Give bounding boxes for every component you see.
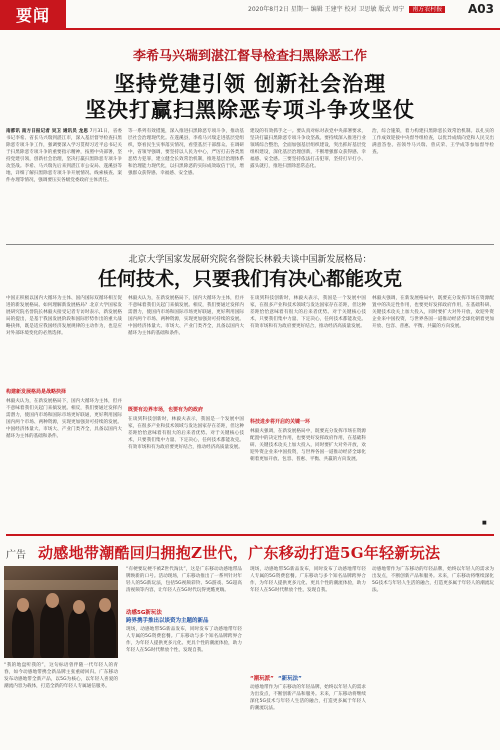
- top-story-col-1: [6, 128, 122, 236]
- top-story-col-1-text: 7月31日，省委书记李希、省长马兴瑞到湛江市，深入基层督导检查扫黑除恶专项斗争工作，强调要深入学习贯彻习近平总书记关于扫黑除恶专项斗争的重要指示精神，按照中央部署，坚持党建引领，创新社会治理，坚决打赢扫黑除恶专项斗争攻坚战。李希、马兴瑞先后来到湛江市公安局、遂溪县等地，详细了解扫黑除恶专项斗争开展情况、线索核查、案件办理等情况，强调要压实各级党委政府主体责任。: [6, 129, 122, 183]
- ad-tag: 广告: [6, 550, 26, 561]
- top-story-col-2: 等一系列有效措施，深入推进扫黑除恶专项斗争，推动基层社会治理现代化。在遂溪县，李希马兴瑞走进基层党组织，察看民生实事落实情况，看望基层干部群众。在调研中，省领导强调，要坚持以人民为中心，严厉打击各类黑恶势力犯罪，建立健全长效常治机制，推进基层治理体系和治理能力现代化，以扫黑除恶的实际成效取信于民，增强群众获得感、幸福感、安全感。: [128, 129, 244, 176]
- event-photo: [4, 566, 118, 658]
- top-story-headline-2: 坚决打赢扫黑除恶专项斗争攻坚仗: [85, 97, 415, 122]
- photo-face: [46, 593, 59, 608]
- photo-person: [68, 608, 90, 658]
- ad-subtitle-red-1: 动感5G新玩法: [126, 610, 162, 616]
- interview-col-1b: 林毅夫认为，在新发展格局下，国内大循环为主体，但并不意味着我们关起门来搞发展。相反，我们要通过发挥内需潜力，使国内市场和国际市场更好联通，更好利用国际国内两个市场、两种资源，实现更加强劲可持续的发展。中国经济体量大、市场大、产业门类齐全，具备以国内大循环为主体的基础和条件。: [6, 399, 122, 439]
- interview-subtitle-2: 既要有边界市场，也要有为的政府: [128, 407, 204, 413]
- interview-headline: 任何技术，只要我们有决心都能攻克: [97, 268, 402, 290]
- interview-col-1: 中国正积极以国内大循环为主体、国内国际双循环相互促进的新发展格局。如何理解新发展格局？北京大学国家发展研究院名誉院长林毅夫接受记者专访时表示，新发展格局的提出，是基于我国发展阶段和国际形势作出的重大战略抉择，既是适应我国经济发展规律的主动作为，也是应对外部环境变化的必然选择。: [6, 296, 122, 336]
- ad-subtitle-blue-1: 跨界携手推出以谈资为主题的新品: [126, 618, 209, 624]
- photo-person: [40, 602, 64, 658]
- photo-person: [12, 606, 34, 658]
- ad-col-3: 现场，动感地带5G新品发布，同时发布了动感地带年轻人专属的5G资费套餐。广东移动与多个知名品牌跨界合作，为年轻人提供更多元化、更具个性的潮流体验，助力年轻人在5G时代释放个性、发现自我。: [250, 567, 366, 593]
- page-number: A03: [468, 2, 494, 16]
- ad-subtitle-red-2: “潮玩派”: [250, 676, 274, 682]
- ad-subtitle-blue-2: “新玩法”: [278, 676, 302, 682]
- interview-col-2: 林毅夫认为，在新发展格局下，国内大循环为主体，但并不意味着我们关起门来搞发展。相反，我们要通过发挥内需潜力，使国内市场和国际市场更好联通，更好利用国际国内两个市场、两种资源，实现更加强劲可持续的发展。中国经济体量大、市场大、产业门类齐全，具备以国内大循环为主体的基础和条件。: [128, 296, 244, 336]
- top-story-headline-1: 坚持党建引领 创新社会治理: [113, 71, 387, 96]
- ad-divider: [6, 534, 494, 536]
- interview-col-3: 在谈到科技创新时，林毅夫表示，我国是一个发展中国家，在很多产业和技术领域与发达国家存在差距，但这种差距恰恰意味着有很大的后来者优势。对于关键核心技术，只要我们集中力量、下定决心，任何技术都能攻克。有效市场和有为政府要更好结合，推动经济高质量发展。: [250, 296, 366, 329]
- interview-subhead: 北京大学国家发展研究院名誉院长林毅夫谈中国新发展格局：: [128, 255, 372, 265]
- top-story-subhead: 李希马兴瑞到湛江督导检查扫黑除恶工作: [132, 49, 367, 64]
- ad-col-4: 动感地带作为广东移动的年轻品牌，始终以年轻人的需求为出发点，不断创新产品和服务。未来，广东移动将继续深化5G技术与年轻人生活的融合，打造更多属于年轻人的潮流玩法。: [372, 567, 494, 593]
- paper-name-badge: 南方农村报: [409, 6, 445, 13]
- top-story-col-3: 建设的有效抓手之一。要认真对标对表党中央部署要求，坚决打赢扫黑除恶专项斗争攻坚战。要持续深入推进行业领域综合整治，全面加强基层组织建设，突出抓好基层党组织建设，深化基层治理创新，不断增强群众获得感、幸福感、安全感。三要坚持依法打击犯罪，坚持打早打小、露头就打，推进扫黑除恶常态化。: [250, 129, 366, 169]
- dateline: 南都讯 南方日报记者 吴卫 通讯员 龙思: [6, 129, 89, 134]
- interview-subtitle-1: 构建新发展格局是战略抉择: [6, 389, 67, 395]
- issue-date-line: 2020年8月2日 星期一 编辑 王建宇 校对 卫思敏 版式 周宁: [248, 6, 405, 13]
- interview-col-3b: 林毅夫强调，在新发展格局中，既要充分发挥市场在资源配置中的决定性作用，也要更好发挥政府作用，在基础科研、关键技术攻关上加大投入，同时要扩大对外开放，欢迎外资企业来中国投资，与世界各国一道推动经济全球化朝着更加开放、包容、普惠、平衡、共赢的方向发展。: [250, 429, 366, 462]
- interview-col-4: 林毅夫强调，在新发展格局中，既要充分发挥市场在资源配置中的决定性作用，也要更好发挥政府作用，在基础科研、关键技术攻关上加大投入，同时要扩大对外开放，欢迎外资企业来中国投资，与世界各国一道推动经济全球化朝着更加开放、包容、普惠、平衡、共赢的方向发展。: [372, 296, 494, 329]
- section-divider: [6, 244, 494, 245]
- ad-col-1: “我的地盘听我的”，这句标语曾伴随一代年轻人的青春，如今动感地带携全新品牌主张重磅回归。广东移动发布动感地带全新产品，以5G为核心，以年轻人喜爱的潮流内容为载体，打造全新的年轻人专属通信服务。: [4, 663, 118, 689]
- stage-light: [4, 580, 118, 590]
- photo-face: [99, 598, 111, 612]
- top-story-col-4: 治，综合施策，着力构建扫黑除恶长效常治机制。以扎实的工作成效迎接中央督导组检查，以优异成绩向党和人民交出满意答卷。省领导马兴瑞、曾庆荣、王学成等参加督导检查。: [372, 129, 494, 155]
- ad-col-3b: 动感地带作为广东移动的年轻品牌，始终以年轻人的需求为出发点，不断创新产品和服务。未来，广东移动将继续深化5G技术与年轻人生活的融合，打造更多属于年轻人的潮流玩法。: [250, 685, 366, 711]
- header-rule: [0, 28, 500, 30]
- page-header: [0, 0, 500, 28]
- section-tab: 要闻: [0, 0, 66, 28]
- photo-face: [17, 598, 29, 612]
- ad-col-2: “有梗要玩梗不被Z世代淘汰”，这是广东移动动感地带品牌焕新的口号。活动现场，广东移动推出了一系列针对年轻人的5G新玩法，包括5G视频彩铃、5G游戏、5G超高清视频等内容，让年轻人在5G时代玩得更酷更嗨。: [126, 567, 242, 593]
- end-mark: ■: [482, 520, 487, 526]
- issue-meta: [248, 4, 445, 13]
- interview-col-2b: 在谈到科技创新时，林毅夫表示，我国是一个发展中国家，在很多产业和技术领域与发达国家存在差距，但这种差距恰恰意味着有很大的后来者优势。对于关键核心技术，只要我们集中力量、下定决心，任何技术都能攻克。有效市场和有为政府要更好结合，推动经济高质量发展。: [128, 417, 244, 450]
- ad-headline: 动感地带潮酷回归拥抱Z世代，广东移动打造5G年轻新玩法: [38, 544, 441, 562]
- interview-subtitle-3: 科技进步将开启的关键一环: [250, 419, 311, 425]
- ad-col-2b: 现场，动感地带5G新品发布，同时发布了动感地带年轻人专属的5G资费套餐。广东移动与多个知名品牌跨界合作，为年轻人提供更多元化、更具个性的潮流体验，助力年轻人在5G时代释放个性、发现自我。: [126, 627, 242, 653]
- photo-person: [94, 606, 116, 658]
- photo-face: [73, 600, 85, 614]
